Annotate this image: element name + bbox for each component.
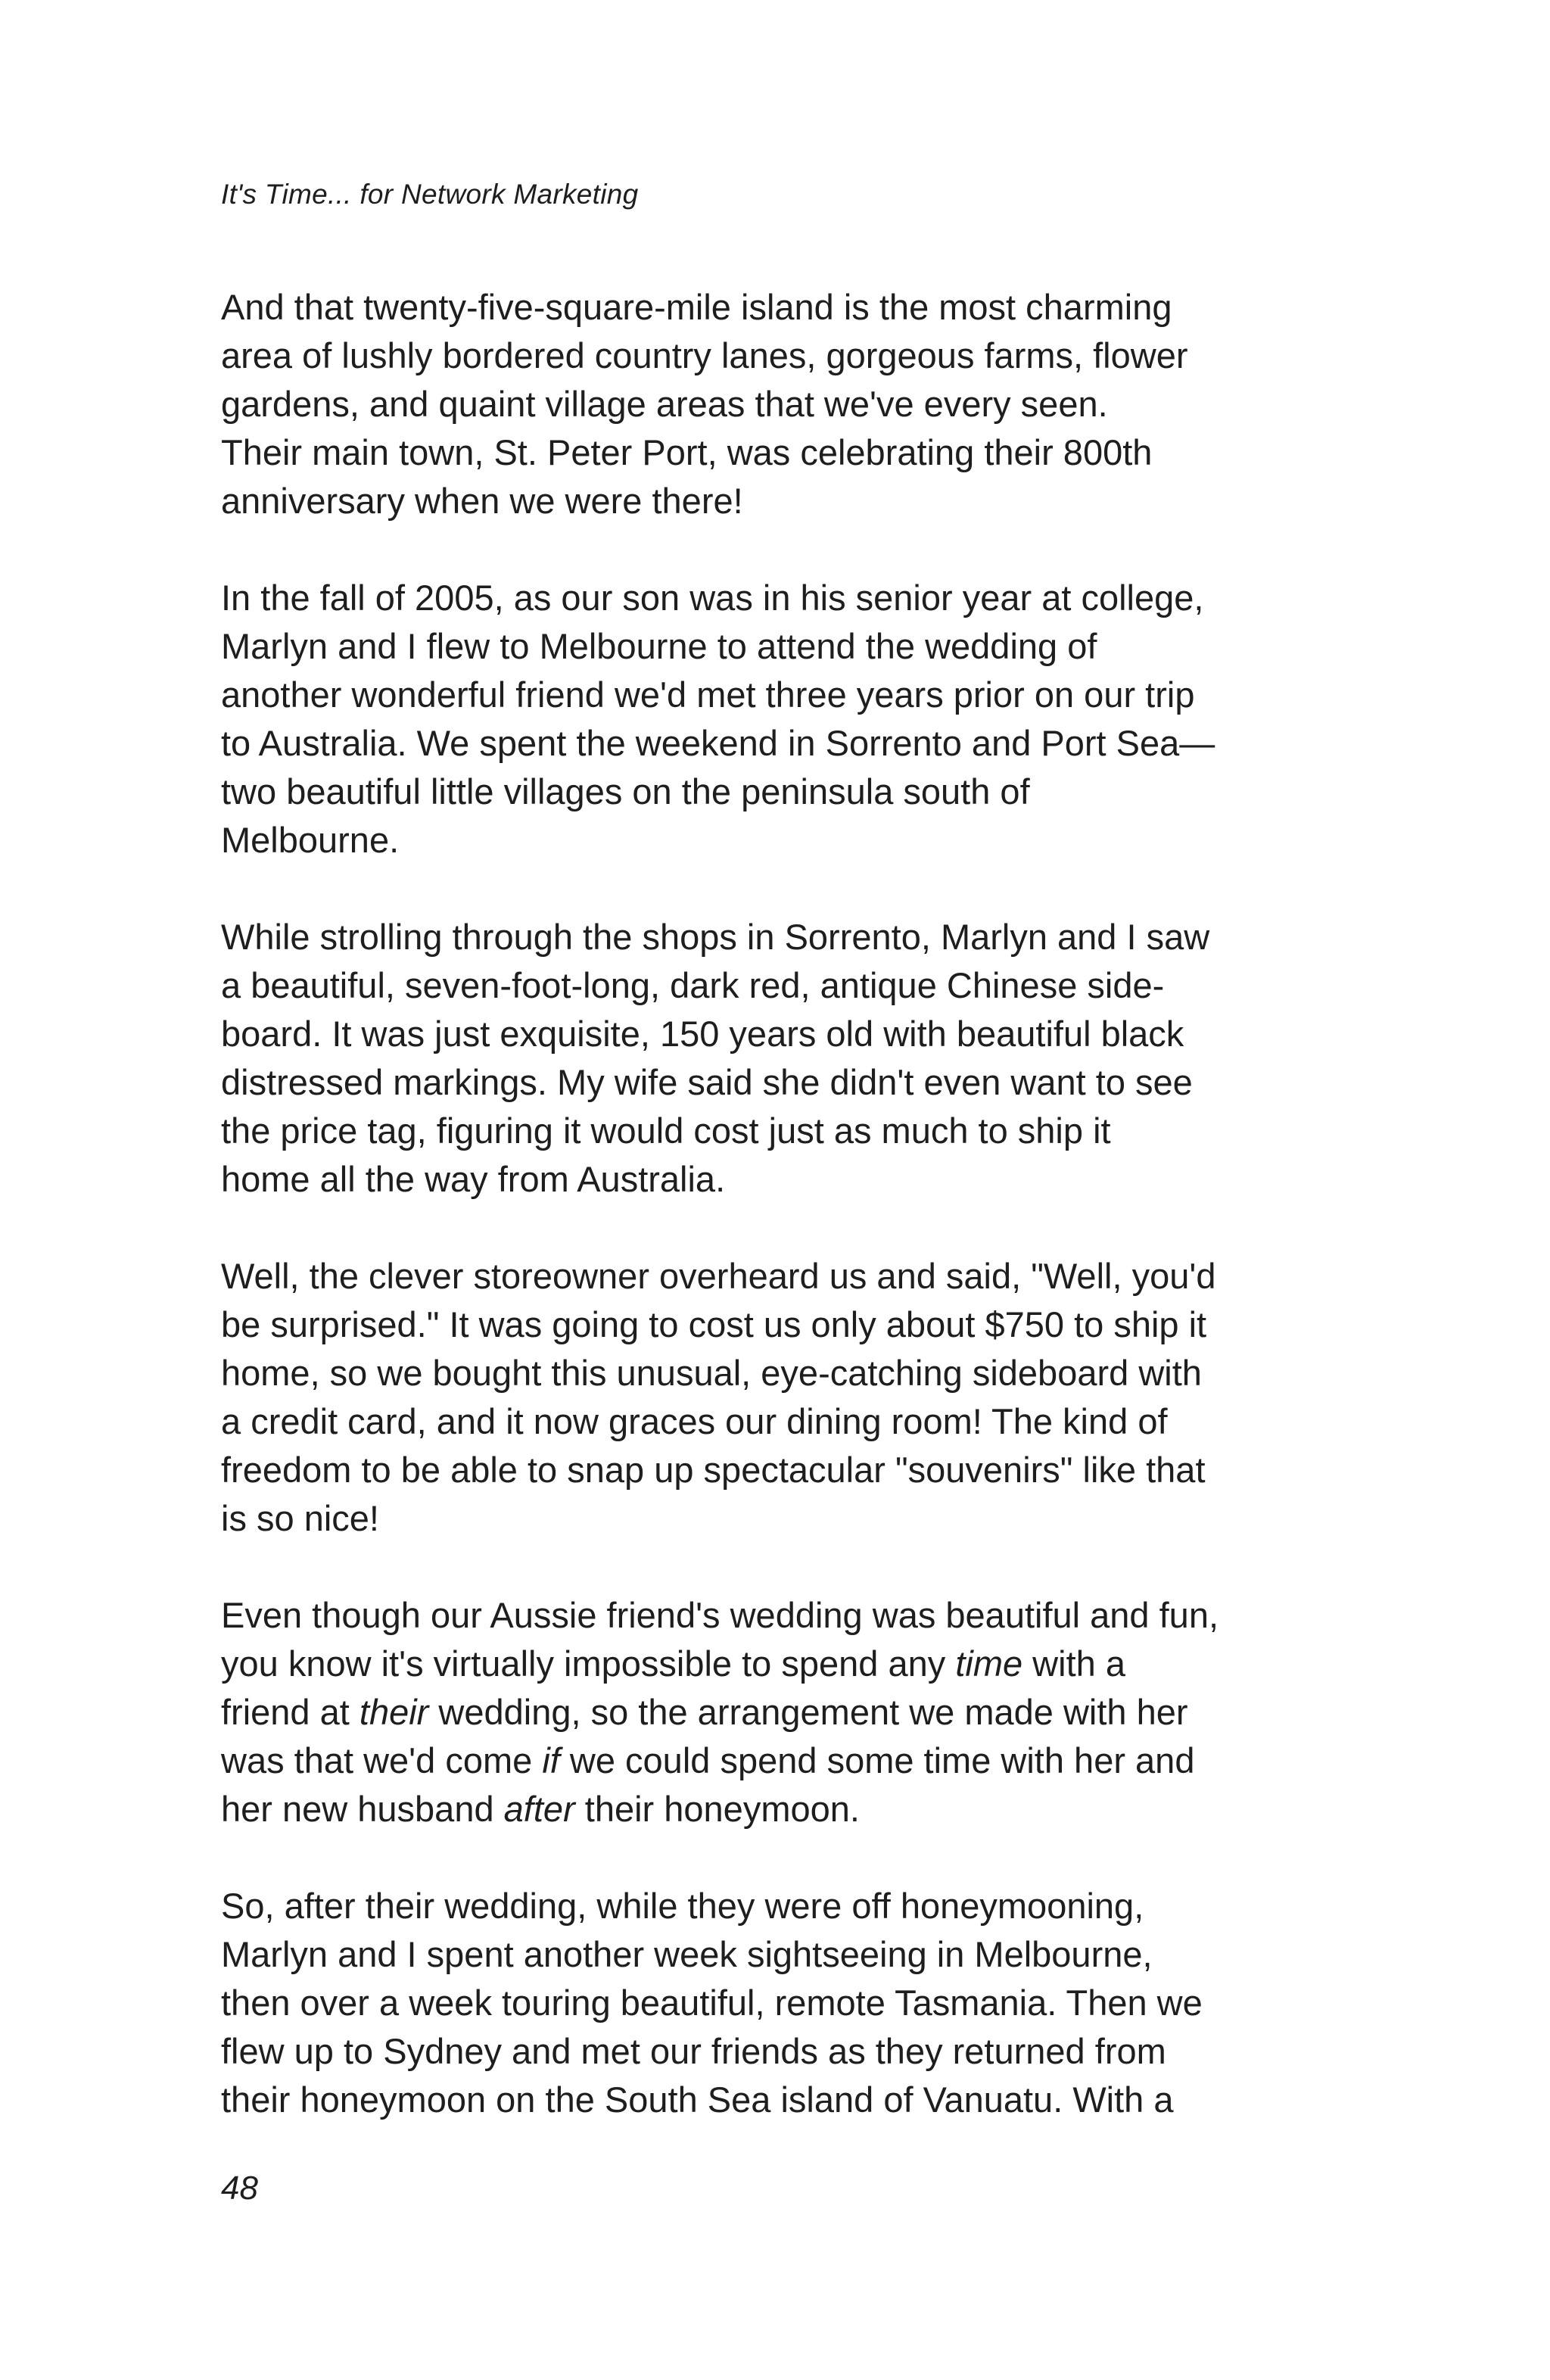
- text-run: board. It was just exquisite, 150 years old with beautiful black: [221, 1014, 1184, 1054]
- text-line: [221, 380, 1326, 428]
- text-line: [221, 961, 1326, 1010]
- italic-text: after: [503, 1789, 575, 1829]
- text-line: [221, 1494, 1326, 1543]
- text-run: Well, the clever storeowner overheard us and said, "Well, you'd: [221, 1256, 1216, 1296]
- text-run: anniversary when we were there!: [221, 481, 743, 521]
- text-run: And that twenty-five-square-mile island is the most charming: [221, 287, 1172, 327]
- text-line: [221, 1155, 1326, 1204]
- paragraph: [221, 1591, 1326, 1833]
- text-line: [221, 1591, 1326, 1640]
- text-run: In the fall of 2005, as our son was in his senior year at college,: [221, 578, 1204, 618]
- text-line: [221, 1688, 1326, 1737]
- text-run: then over a week touring beautiful, remote Tasmania. Then we: [221, 1983, 1203, 2023]
- text-line: [221, 574, 1326, 622]
- text-line: [221, 1058, 1326, 1107]
- text-run: area of lushly bordered country lanes, gorgeous farms, flower: [221, 335, 1188, 375]
- text-run: freedom to be able to snap up spectacular "souvenirs" like that: [221, 1450, 1206, 1490]
- text-run: with a: [1022, 1643, 1125, 1684]
- text-line: [221, 1301, 1326, 1349]
- text-line: [221, 1882, 1326, 1930]
- text-run: Marlyn and I spent another week sightseeing in Melbourne,: [221, 1934, 1153, 1974]
- text-line: [221, 671, 1326, 719]
- paragraph: [221, 574, 1326, 864]
- text-run: you know it's virtually impossible to spend any: [221, 1643, 956, 1684]
- text-run: was that we'd come: [221, 1740, 543, 1780]
- text-run: we could spend some time with her and: [559, 1740, 1195, 1780]
- text-line: [221, 1640, 1326, 1688]
- text-run: their honeymoon on the South Sea island of Vanuatu. With a: [221, 2079, 1174, 2120]
- text-run: is so nice!: [221, 1498, 379, 1538]
- text-run: flew up to Sydney and met our friends as they returned from: [221, 2031, 1166, 2071]
- text-run: While strolling through the shops in Sorrento, Marlyn and I saw: [221, 917, 1210, 957]
- text-run: another wonderful friend we'd met three years prior on our trip: [221, 674, 1195, 715]
- text-run: So, after their wedding, while they were off honeymooning,: [221, 1886, 1144, 1926]
- text-run: the price tag, figuring it would cost just as much to ship it: [221, 1111, 1111, 1151]
- text-run: a beautiful, seven-foot-long, dark red, antique Chinese side-: [221, 965, 1165, 1005]
- text-line: [221, 768, 1326, 816]
- text-run: her new husband: [221, 1789, 504, 1829]
- text-line: [221, 1737, 1326, 1785]
- text-line: [221, 1349, 1326, 1397]
- text-line: [221, 1397, 1326, 1446]
- italic-text: time: [955, 1643, 1023, 1684]
- text-line: [221, 622, 1326, 671]
- text-line: [221, 1979, 1326, 2027]
- text-line: [221, 719, 1326, 768]
- text-line: [221, 1785, 1326, 1833]
- text-run: distressed markings. My wife said she didn't even want to see: [221, 1062, 1193, 1102]
- text-run: gardens, and quaint village areas that we've every seen.: [221, 384, 1108, 424]
- text-line: [221, 1252, 1326, 1301]
- text-run: wedding, so the arrangement we made with her: [428, 1692, 1188, 1732]
- text-run: to Australia. We spent the weekend in Sorrento and Port Sea—: [221, 723, 1215, 763]
- text-run: friend at: [221, 1692, 359, 1732]
- text-run: home all the way from Australia.: [221, 1159, 726, 1199]
- text-line: [221, 332, 1326, 380]
- text-line: [221, 1010, 1326, 1058]
- text-run: their honeymoon.: [574, 1789, 860, 1829]
- paragraph: [221, 1882, 1326, 2124]
- text-run: Even though our Aussie friend's wedding was beautiful and fun,: [221, 1595, 1219, 1635]
- paragraph: [221, 283, 1326, 525]
- text-run: two beautiful little villages on the peninsula south of: [221, 771, 1030, 812]
- text-run: Their main town, St. Peter Port, was celebrating their 800th: [221, 432, 1153, 472]
- text-line: [221, 428, 1326, 477]
- text-run: Melbourne.: [221, 820, 400, 860]
- italic-text: if: [542, 1740, 560, 1780]
- text-run: Marlyn and I flew to Melbourne to attend the wedding of: [221, 626, 1097, 666]
- text-line: [221, 2027, 1326, 2076]
- running-header: It's Time... for Network Marketing: [221, 179, 639, 210]
- paragraph: [221, 1252, 1326, 1543]
- italic-text: their: [359, 1692, 429, 1732]
- text-line: [221, 913, 1326, 961]
- text-line: [221, 1107, 1326, 1155]
- text-run: a credit card, and it now graces our dining room! The kind of: [221, 1401, 1168, 1441]
- text-line: [221, 1446, 1326, 1494]
- paragraph: [221, 913, 1326, 1204]
- text-line: [221, 1930, 1326, 1979]
- text-line: [221, 477, 1326, 525]
- body-text: [221, 283, 1326, 2173]
- text-line: [221, 816, 1326, 864]
- text-run: be surprised." It was going to cost us only about $750 to ship it: [221, 1304, 1207, 1344]
- page-number: 48: [221, 2170, 258, 2207]
- text-line: [221, 283, 1326, 332]
- text-run: home, so we bought this unusual, eye-catching sideboard with: [221, 1353, 1202, 1393]
- text-line: [221, 2076, 1326, 2124]
